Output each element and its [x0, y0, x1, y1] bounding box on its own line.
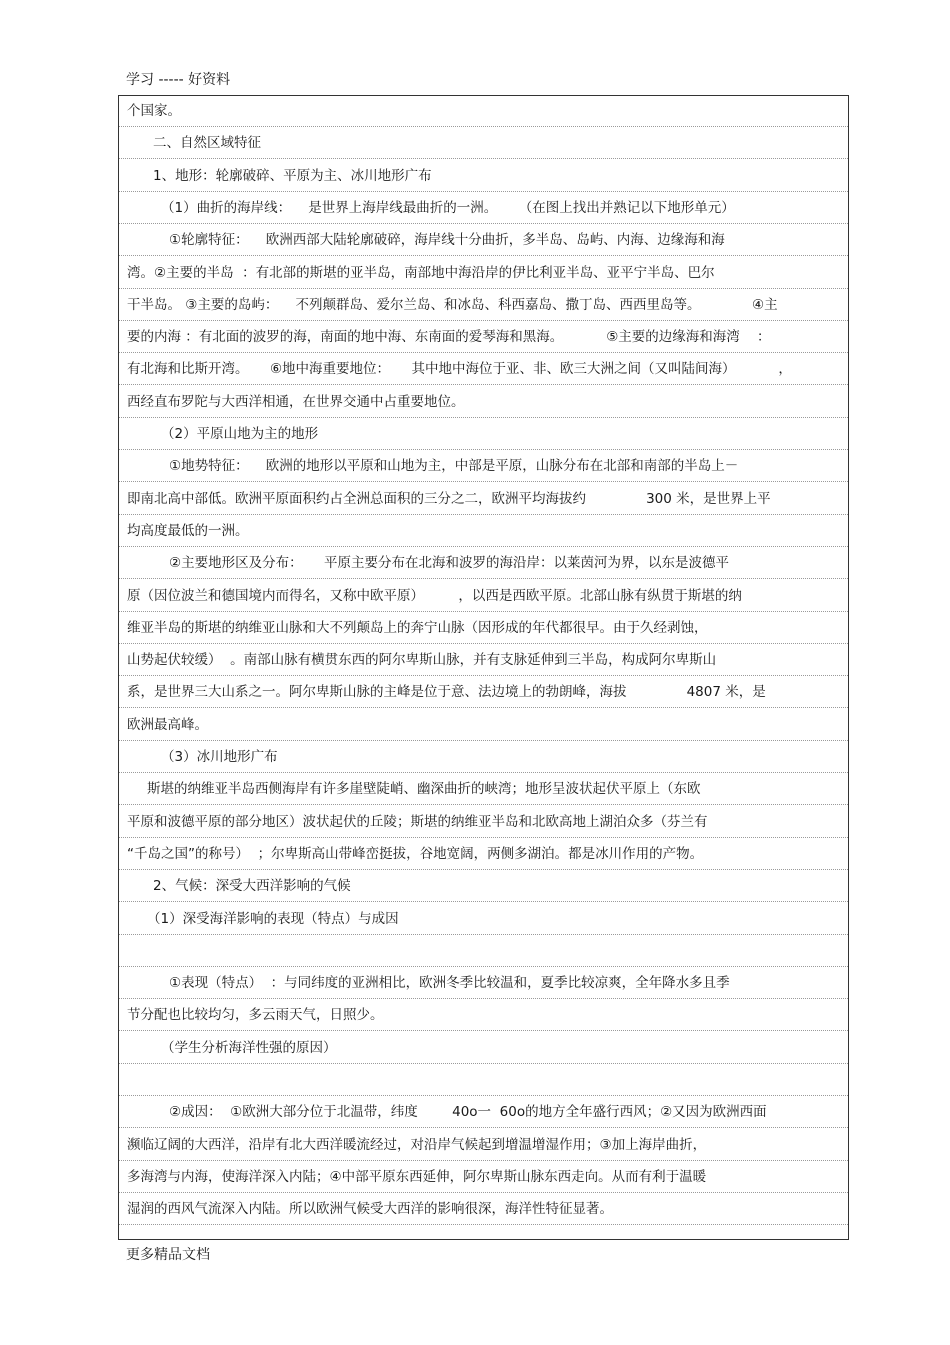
dotted-rule [119, 546, 848, 547]
dotted-rule [119, 611, 848, 612]
text-line: （学生分析海洋性强的原因） [161, 1039, 337, 1056]
content-box [118, 95, 849, 1240]
text-line: 二、自然区域特征 [153, 135, 261, 152]
text-line: （1）深受海洋影响的表现（特点）与成因 [147, 910, 399, 927]
dotted-rule [119, 1030, 848, 1031]
text-line: 要的内海 ：有北面的波罗的海，南面的地中海、东南面的爱琴海和黑海。 ⑤主要的边缘海和海湾 ： [127, 329, 771, 346]
dotted-rule [119, 158, 848, 159]
page-header: 学习 ----- 好资料 [126, 72, 231, 88]
text-line: “千岛之国”的称号） ；尔卑斯高山带峰峦挺拔，谷地宽阔，两侧多湖泊。都是冰川作用的产物。 [127, 845, 704, 862]
text-line: 欧洲最高峰。 [127, 716, 208, 733]
text-line: （2）平原山地为主的地形 [161, 426, 319, 442]
text-line: 有北海和比斯开湾。 ⑥地中海重要地位： 其中地中海位于亚、非、欧三大洲之间（又叫陆间海） ， [127, 361, 792, 378]
dotted-rule [119, 1224, 848, 1225]
text-line: 即南北高中部低。欧洲平原面积约占全洲总面积的三分之二，欧洲平均海拔约 300 米，是世界上平 [127, 490, 771, 507]
dotted-rule [119, 1127, 848, 1128]
dotted-rule [119, 352, 848, 353]
dotted-rule [119, 1095, 848, 1096]
text-line: ②主要地形区及分布： 平原主要分布在北海和波罗的海沿岸：以莱茵河为界，以东是波德平 [169, 555, 730, 572]
text-line: 个国家。 [127, 103, 181, 119]
dotted-rule [119, 191, 848, 192]
dotted-rule [119, 998, 848, 999]
text-line: ①轮廓特征： 欧洲西部大陆轮廓破碎，海岸线十分曲折，多半岛、岛屿、内海、边缘海和海 [169, 232, 725, 249]
text-line: （3）冰川地形广布 [161, 749, 278, 765]
dotted-rule [119, 934, 848, 935]
page-footer: 更多精品文档 [126, 1247, 210, 1263]
dotted-rule [119, 1063, 848, 1064]
text-line: ①表现（特点） ：与同纬度的亚洲相比，欧洲冬季比较温和，夏季比较凉爽，全年降水多且季 [169, 975, 730, 992]
dotted-rule [119, 772, 848, 773]
text-line: 平原和波德平原的部分地区）波状起伏的丘陵；斯堪的纳维亚半岛和北欧高地上湖泊众多（芬兰有 [127, 813, 708, 830]
text-line: 维亚半岛的斯堪的纳维亚山脉和大不列颠岛上的奔宁山脉（因形成的年代都很早。由于久经剥蚀， [127, 619, 708, 636]
dotted-rule [119, 223, 848, 224]
dotted-rule [119, 481, 848, 482]
text-line: （1）曲折的海岸线： 是世界上海岸线最曲折的一洲。 （在图上找出并熟记以下地形单元） [161, 199, 735, 216]
dotted-rule [119, 320, 848, 321]
text-line: 湿润的西风气流深入内陆。所以欧洲气候受大西洋的影响很深，海洋性特征显著。 [127, 1201, 613, 1218]
dotted-rule [119, 643, 848, 644]
dotted-rule [119, 384, 848, 385]
dotted-rule [119, 804, 848, 805]
dotted-rule [119, 288, 848, 289]
text-line: 西经直布罗陀与大西洋相通，在世界交通中占重要地位。 [127, 393, 465, 410]
dotted-rule [119, 126, 848, 127]
dotted-rule [119, 1192, 848, 1193]
dotted-rule [119, 675, 848, 676]
dotted-rule [119, 449, 848, 450]
dotted-rule [119, 514, 848, 515]
dotted-rule [119, 901, 848, 902]
text-line: 山势起伏较缓） 。南部山脉有横贯东西的阿尔卑斯山脉，并有支脉延伸到三半岛，构成阿尔卑斯山 [127, 652, 717, 669]
dotted-rule [119, 1160, 848, 1161]
text-line: ②成因： ①欧洲大部分位于北温带，纬度 40o一 60o的地方全年盛行西风；②又因为欧洲西面 [169, 1104, 767, 1121]
text-line: 2、气候：深受大西洋影响的气候 [153, 878, 351, 895]
text-line: 节分配也比较均匀，多云雨天气，日照少。 [127, 1007, 384, 1024]
text-line: 湾。②主要的半岛 ：有北部的斯堪的亚半岛，南部地中海沿岸的伊比利亚半岛、亚平宁半岛、巴尔 [127, 264, 715, 281]
text-line: 多海湾与内海，使海洋深入内陆；④中部平原东西延伸，阿尔卑斯山脉东西走向。从而有利于温暖 [127, 1168, 707, 1185]
text-line: 斯堪的纳维亚半岛西侧海岸有许多崖壁陡峭、幽深曲折的峡湾；地形呈波状起伏平原上（东欧 [147, 781, 701, 798]
dotted-rule [119, 707, 848, 708]
dotted-rule [119, 869, 848, 870]
text-line: 系，是世界三大山系之一。阿尔卑斯山脉的主峰是位于意、法边境上的勃朗峰，海拔 4807 米，是 [127, 684, 766, 701]
dotted-rule [119, 966, 848, 967]
dotted-rule [119, 255, 848, 256]
text-line: ①地势特征： 欧洲的地形以平原和山地为主，中部是平原，山脉分布在北部和南部的半岛上－ [169, 458, 739, 475]
dotted-rule [119, 837, 848, 838]
text-line: 濒临辽阔的大西洋，沿岸有北大西洋暖流经过，对沿岸气候起到增温增湿作用；③加上海岸曲折， [127, 1136, 707, 1153]
text-line: 干半岛。 ③主要的岛屿： 不列颠群岛、爱尔兰岛、和冰岛、科西嘉岛、撒丁岛、西西里岛等。 ④主 [127, 296, 778, 313]
text-line: 原（因位波兰和德国境内而得名，又称中欧平原） ，以西是西欧平原。北部山脉有纵贯于斯堪的纳 [127, 587, 742, 604]
dotted-rule [119, 740, 848, 741]
text-line: 1、地形：轮廓破碎、平原为主、冰川地形广布 [153, 167, 432, 184]
dotted-rule [119, 417, 848, 418]
dotted-rule [119, 578, 848, 579]
text-line: 均高度最低的一洲。 [127, 522, 249, 539]
